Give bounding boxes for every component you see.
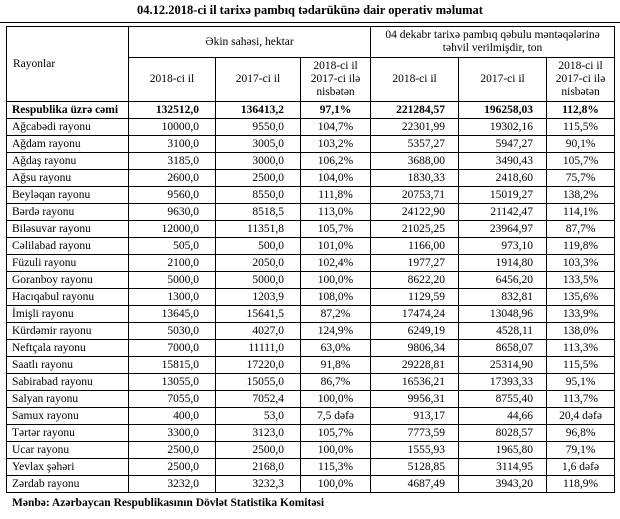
ton-value-cell: 25314,90 <box>459 357 547 374</box>
ratio-cell: 96,8% <box>547 425 615 442</box>
region-name-cell: Ağcabədi rayonu <box>7 119 129 136</box>
hectare-value-cell: 3232,3 <box>216 476 301 493</box>
table-row <box>7 391 615 408</box>
ratio-cell: 111,8% <box>301 187 371 204</box>
hectare-value-cell: 11111,0 <box>216 340 301 357</box>
region-name-cell: Bərdə rayonu <box>7 204 129 221</box>
ton-value-cell: 1166,00 <box>371 238 459 255</box>
region-name-cell: İmişli rayonu <box>7 306 129 323</box>
ton-value-cell: 3688,00 <box>371 153 459 170</box>
ton-value-cell: 8755,40 <box>459 391 547 408</box>
hectare-value-cell: 9630,0 <box>129 204 216 221</box>
region-name-cell: Samux rayonu <box>7 408 129 425</box>
hectare-value-cell: 53,0 <box>216 408 301 425</box>
region-name-cell: Ucar rayonu <box>7 442 129 459</box>
hectare-value-cell: 15815,0 <box>129 357 216 374</box>
hectare-value-cell: 4027,0 <box>216 323 301 340</box>
ratio-cell: 104,7% <box>301 119 371 136</box>
region-name-cell: Goranboy rayonu <box>7 272 129 289</box>
region-name-cell: Saatlı rayonu <box>7 357 129 374</box>
hectare-value-cell: 400,0 <box>129 408 216 425</box>
ton-value-cell: 913,17 <box>371 408 459 425</box>
table-row <box>7 170 615 187</box>
column-subheader: 2018-ci il <box>129 58 216 102</box>
ton-value-cell: 17474,24 <box>371 306 459 323</box>
table-row <box>7 306 615 323</box>
ton-value-cell: 8622,20 <box>371 272 459 289</box>
ratio-cell: 113,0% <box>301 204 371 221</box>
region-name-cell: Ağsu rayonu <box>7 170 129 187</box>
ton-value-cell: 21025,25 <box>371 221 459 238</box>
table-row <box>7 136 615 153</box>
ton-value-cell: 7773,59 <box>371 425 459 442</box>
hectare-value-cell: 8518,5 <box>216 204 301 221</box>
column-subheader: 2018-ci il 2017-ci ilə nisbətən <box>301 58 371 102</box>
ton-value-cell: 1965,80 <box>459 442 547 459</box>
hectare-value-cell: 500,0 <box>216 238 301 255</box>
ton-value-cell: 2418,60 <box>459 170 547 187</box>
region-name-cell: Ağdaş rayonu <box>7 153 129 170</box>
hectare-value-cell: 13055,0 <box>129 374 216 391</box>
table-row <box>7 221 615 238</box>
ratio-cell: 103,3% <box>547 255 615 272</box>
ratio-cell: 103,2% <box>301 136 371 153</box>
hectare-value-cell: 2500,0 <box>129 442 216 459</box>
column-subheader: 2017-ci il <box>459 58 547 102</box>
hectare-value-cell: 12000,0 <box>129 221 216 238</box>
ton-value-cell: 22301,99 <box>371 119 459 136</box>
hectare-value-cell: 3185,0 <box>129 153 216 170</box>
ton-value-cell: 5357,27 <box>371 136 459 153</box>
ton-value-cell: 3490,43 <box>459 153 547 170</box>
hectare-value-cell: 13645,0 <box>129 306 216 323</box>
table-row <box>7 459 615 476</box>
hectare-value-cell: 3300,0 <box>129 425 216 442</box>
region-name-cell: Kürdəmir rayonu <box>7 323 129 340</box>
ton-value-cell: 23964,97 <box>459 221 547 238</box>
ratio-cell: 124,9% <box>301 323 371 340</box>
hectare-value-cell: 7055,0 <box>129 391 216 408</box>
hectare-value-cell: 3000,0 <box>216 153 301 170</box>
table-row <box>7 255 615 272</box>
table-row <box>7 238 615 255</box>
hectare-value-cell: 10000,0 <box>129 119 216 136</box>
hectare-value-cell: 2168,0 <box>216 459 301 476</box>
ratio-cell: 106,2% <box>301 153 371 170</box>
ratio-cell: 115,5% <box>547 357 615 374</box>
ratio-cell: 114,1% <box>547 204 615 221</box>
region-name-cell: Zərdab rayonu <box>7 476 129 493</box>
table-row <box>7 289 615 306</box>
ratio-cell: 105,7% <box>301 221 371 238</box>
ton-value-cell: 6249,19 <box>371 323 459 340</box>
column-subheader: 2018-ci il <box>371 58 459 102</box>
ratio-cell: 1,6 dəfə <box>547 459 615 476</box>
ratio-cell: 97,1% <box>301 102 371 119</box>
table-row <box>7 374 615 391</box>
ratio-cell: 105,7% <box>547 153 615 170</box>
ton-value-cell: 1830,33 <box>371 170 459 187</box>
ratio-cell: 113,3% <box>547 340 615 357</box>
ton-value-cell: 20753,71 <box>371 187 459 204</box>
cotton-procurement-table <box>6 26 615 493</box>
ton-value-cell: 832,81 <box>459 289 547 306</box>
ratio-cell: 95,1% <box>547 374 615 391</box>
ratio-cell: 138,0% <box>547 323 615 340</box>
hectare-value-cell: 7052,4 <box>216 391 301 408</box>
ratio-cell: 115,3% <box>301 459 371 476</box>
region-name-cell: Respublika üzrə cəmi <box>7 102 129 119</box>
ton-value-cell: 9806,34 <box>371 340 459 357</box>
hectare-value-cell: 2100,0 <box>129 255 216 272</box>
ton-value-cell: 5947,27 <box>459 136 547 153</box>
ratio-cell: 119,8% <box>547 238 615 255</box>
ratio-cell: 86,7% <box>301 374 371 391</box>
region-name-cell: Beyləqan rayonu <box>7 187 129 204</box>
page-title: 04.12.2018-ci il tarixə pambıq tədarükünə dair operativ məlumat <box>137 3 483 17</box>
region-name-cell: Tərtər rayonu <box>7 425 129 442</box>
ratio-cell: 75,7% <box>547 170 615 187</box>
ratio-cell: 90,1% <box>547 136 615 153</box>
ton-value-cell: 6456,20 <box>459 272 547 289</box>
table-row <box>7 476 615 493</box>
hectare-value-cell: 9560,0 <box>129 187 216 204</box>
column-group-sown-area: Əkin sahəsi, hektar <box>129 27 371 58</box>
ratio-cell: 7,5 dəfə <box>301 408 371 425</box>
ratio-cell: 108,0% <box>301 289 371 306</box>
hectare-value-cell: 1300,0 <box>129 289 216 306</box>
source-note: Mənbə: Azərbaycan Respublikasının Dövlət Statistika Komitəsi <box>12 497 325 509</box>
ratio-cell: 133,5% <box>547 272 615 289</box>
hectare-value-cell: 15641,5 <box>216 306 301 323</box>
ton-value-cell: 17393,33 <box>459 374 547 391</box>
header-group-row <box>7 27 615 58</box>
column-group-delivered-cotton: 04 dekabr tarixə pambıq qəbulu məntəqələrinə təhvil verilmişdir, ton <box>371 27 615 58</box>
hectare-value-cell: 132512,0 <box>129 102 216 119</box>
region-name-cell: Füzuli rayonu <box>7 255 129 272</box>
ratio-cell: 112,8% <box>547 102 615 119</box>
ratio-cell: 101,0% <box>301 238 371 255</box>
ton-value-cell: 8028,57 <box>459 425 547 442</box>
table-row <box>7 204 615 221</box>
ton-value-cell: 13048,96 <box>459 306 547 323</box>
table-row <box>7 153 615 170</box>
ratio-cell: 102,4% <box>301 255 371 272</box>
title-bar <box>0 0 620 23</box>
ton-value-cell: 24122,90 <box>371 204 459 221</box>
ratio-cell: 79,1% <box>547 442 615 459</box>
hectare-value-cell: 11351,8 <box>216 221 301 238</box>
hectare-value-cell: 3232,0 <box>129 476 216 493</box>
table-row <box>7 340 615 357</box>
region-name-cell: Sabirabad rayonu <box>7 374 129 391</box>
hectare-value-cell: 9550,0 <box>216 119 301 136</box>
ratio-cell: 100,0% <box>301 272 371 289</box>
table-row-total <box>7 102 615 119</box>
ton-value-cell: 9956,31 <box>371 391 459 408</box>
ratio-cell: 100,0% <box>301 476 371 493</box>
ratio-cell: 115,5% <box>547 119 615 136</box>
hectare-value-cell: 5030,0 <box>129 323 216 340</box>
hectare-value-cell: 3005,0 <box>216 136 301 153</box>
ratio-cell: 87,7% <box>547 221 615 238</box>
ratio-cell: 135,6% <box>547 289 615 306</box>
ton-value-cell: 21142,47 <box>459 204 547 221</box>
ton-value-cell: 44,66 <box>459 408 547 425</box>
ton-value-cell: 3114,95 <box>459 459 547 476</box>
table-row <box>7 187 615 204</box>
hectare-value-cell: 8550,0 <box>216 187 301 204</box>
ton-value-cell: 973,10 <box>459 238 547 255</box>
ton-value-cell: 1555,93 <box>371 442 459 459</box>
table-row <box>7 119 615 136</box>
ton-value-cell: 1914,80 <box>459 255 547 272</box>
region-name-cell: Hacıqabul rayonu <box>7 289 129 306</box>
table-row <box>7 442 615 459</box>
region-name-cell: Yevlax şəhəri <box>7 459 129 476</box>
hectare-value-cell: 3100,0 <box>129 136 216 153</box>
ton-value-cell: 5128,85 <box>371 459 459 476</box>
region-name-cell: Biləsuvar rayonu <box>7 221 129 238</box>
table-row <box>7 408 615 425</box>
ratio-cell: 105,7% <box>301 425 371 442</box>
hectare-value-cell: 2050,0 <box>216 255 301 272</box>
region-name-cell: Neftçala rayonu <box>7 340 129 357</box>
ton-value-cell: 19302,16 <box>459 119 547 136</box>
ratio-cell: 118,9% <box>547 476 615 493</box>
hectare-value-cell: 2500,0 <box>129 459 216 476</box>
ratio-cell: 138,2% <box>547 187 615 204</box>
hectare-value-cell: 7000,0 <box>129 340 216 357</box>
ratio-cell: 20,4 dəfə <box>547 408 615 425</box>
ratio-cell: 113,7% <box>547 391 615 408</box>
hectare-value-cell: 2500,0 <box>216 442 301 459</box>
ton-value-cell: 16536,21 <box>371 374 459 391</box>
hectare-value-cell: 1203,9 <box>216 289 301 306</box>
ratio-cell: 100,0% <box>301 442 371 459</box>
ton-value-cell: 221284,57 <box>371 102 459 119</box>
hectare-value-cell: 2500,0 <box>216 170 301 187</box>
column-subheader: 2018-ci il 2017-ci ilə nisbətən <box>547 58 615 102</box>
ton-value-cell: 3943,20 <box>459 476 547 493</box>
hectare-value-cell: 505,0 <box>129 238 216 255</box>
ratio-cell: 133,9% <box>547 306 615 323</box>
ton-value-cell: 196258,03 <box>459 102 547 119</box>
region-name-cell: Salyan rayonu <box>7 391 129 408</box>
table-row <box>7 425 615 442</box>
region-name-cell: Ağdam rayonu <box>7 136 129 153</box>
table-row <box>7 323 615 340</box>
hectare-value-cell: 5000,0 <box>129 272 216 289</box>
ton-value-cell: 15019,27 <box>459 187 547 204</box>
ratio-cell: 100,0% <box>301 391 371 408</box>
region-name-cell: Cəlilabad rayonu <box>7 238 129 255</box>
column-header-regions: Rayonlar <box>7 27 129 102</box>
ton-value-cell: 29228,81 <box>371 357 459 374</box>
ratio-cell: 91,8% <box>301 357 371 374</box>
ton-value-cell: 8658,07 <box>459 340 547 357</box>
ton-value-cell: 4687,49 <box>371 476 459 493</box>
report-content <box>0 23 620 509</box>
hectare-value-cell: 15055,0 <box>216 374 301 391</box>
ratio-cell: 87,2% <box>301 306 371 323</box>
column-subheader: 2017-ci il <box>216 58 301 102</box>
hectare-value-cell: 3123,0 <box>216 425 301 442</box>
ratio-cell: 63,0% <box>301 340 371 357</box>
ton-value-cell: 1129,59 <box>371 289 459 306</box>
table-row <box>7 357 615 374</box>
hectare-value-cell: 5000,0 <box>216 272 301 289</box>
table-row <box>7 272 615 289</box>
hectare-value-cell: 17220,0 <box>216 357 301 374</box>
ton-value-cell: 4528,11 <box>459 323 547 340</box>
ton-value-cell: 1977,27 <box>371 255 459 272</box>
hectare-value-cell: 2600,0 <box>129 170 216 187</box>
ratio-cell: 104,0% <box>301 170 371 187</box>
hectare-value-cell: 136413,2 <box>216 102 301 119</box>
